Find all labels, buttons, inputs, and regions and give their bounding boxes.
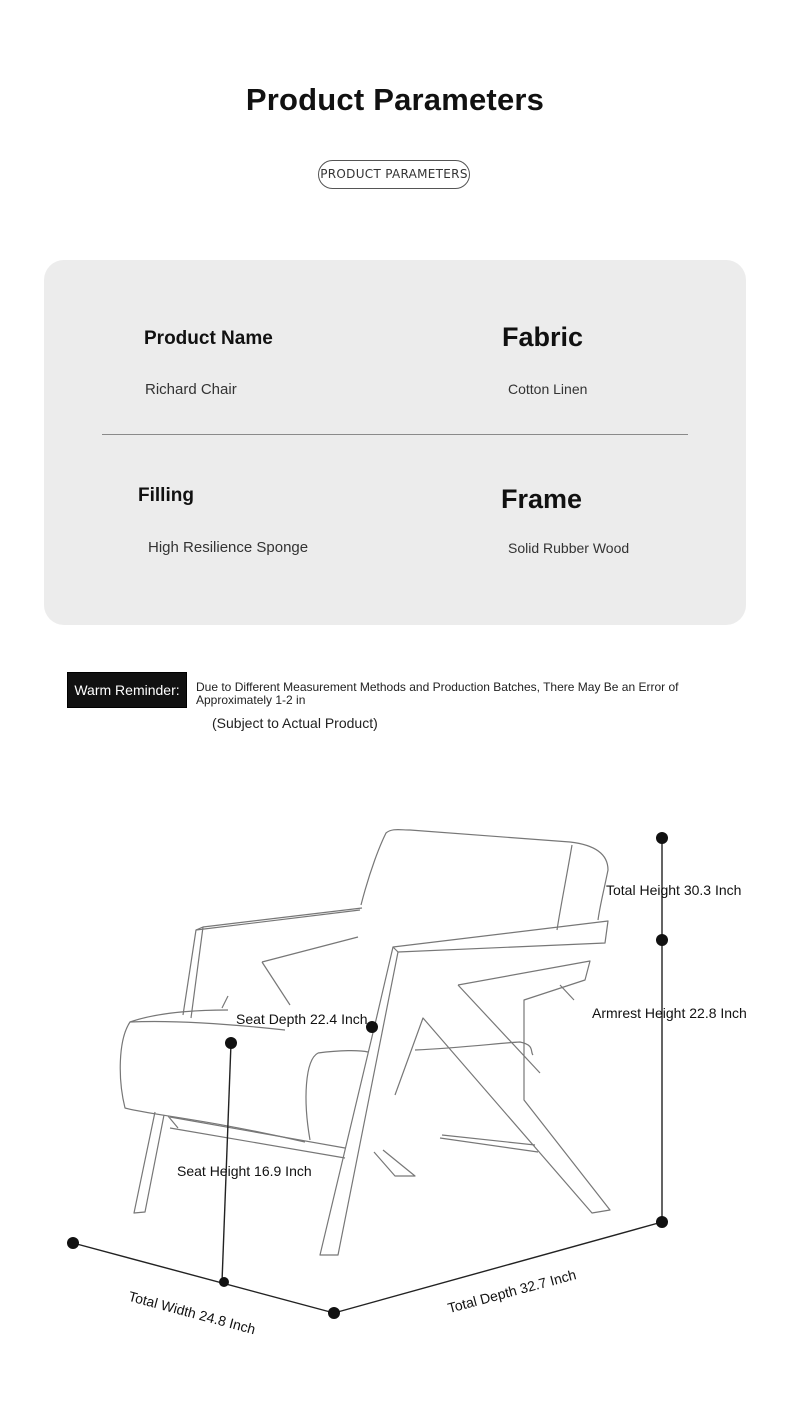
fabric-value: Cotton Linen xyxy=(508,381,588,397)
frame-value: Solid Rubber Wood xyxy=(508,540,630,556)
dimension-lines xyxy=(73,838,662,1313)
seat-height-label: Seat Height 16.9 Inch xyxy=(177,1163,312,1179)
armrest-height-label: Armrest Height 22.8 Inch xyxy=(592,1005,747,1021)
filling-label: Filling xyxy=(138,485,194,506)
total-depth-label: Total Depth 32.7 Inch xyxy=(445,1266,578,1316)
warm-reminder-text: Due to Different Measurement Methods and Production Batches, There May Be an Error of Approximately 1-2 in xyxy=(196,680,679,707)
product-name-value: Richard Chair xyxy=(145,381,237,398)
frame-label: Frame xyxy=(501,484,583,514)
total-width-label: Total Width 24.8 Inch xyxy=(126,1288,258,1338)
product-name-label: Product Name xyxy=(144,328,273,349)
subtitle-pill: PRODUCT PARAMETERS xyxy=(318,160,470,189)
chair-outline xyxy=(120,830,610,1255)
page-title: Product Parameters xyxy=(245,82,545,117)
total-height-label: Total Height 30.3 Inch xyxy=(606,882,742,898)
seat-depth-label: Seat Depth 22.4 Inch xyxy=(236,1011,368,1027)
filling-value: High Resilience Sponge xyxy=(148,539,309,556)
warm-reminder-note: (Subject to Actual Product) xyxy=(212,715,378,731)
warm-reminder-tag: Warm Reminder: xyxy=(67,672,187,708)
fabric-label: Fabric xyxy=(502,322,584,352)
